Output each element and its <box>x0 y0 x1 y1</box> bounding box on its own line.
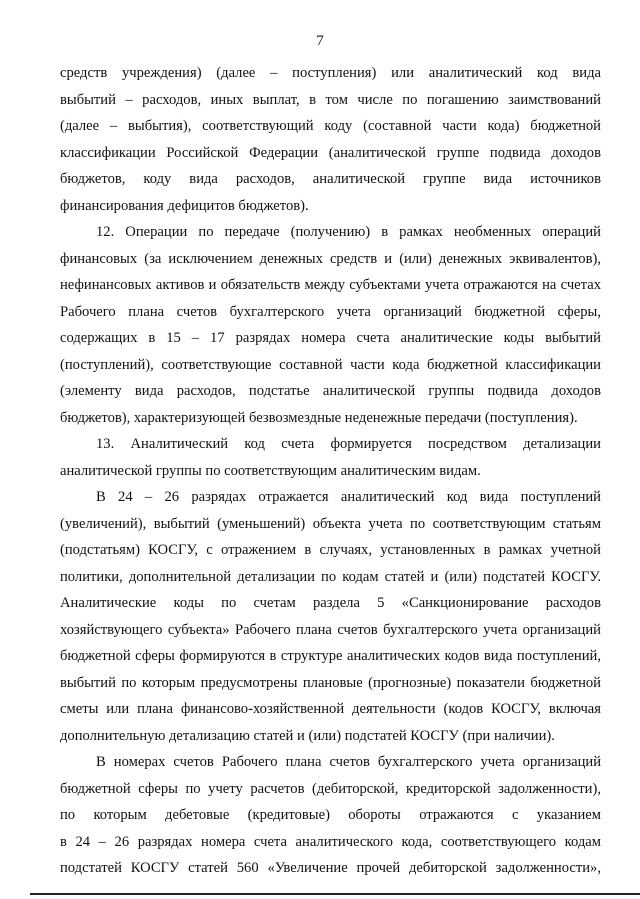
text-line: выбытий по которым предусмотрены плановые (прогнозные) показатели бюджетной <box>60 674 601 691</box>
text-line: 12. Операции по передаче (получению) в рамках необменных операций <box>96 224 601 240</box>
text-line: аналитической группы по соответствующим аналитическим видам. <box>60 462 481 479</box>
body-text <box>60 60 601 882</box>
text-line: бюджетной сферы по учету расчетов (дебиторской, кредиторской задолженности), <box>60 780 601 797</box>
page-number: 7 <box>316 33 324 49</box>
text-line: В 24 – 26 разрядах отражается аналитический код вида поступлений <box>96 489 601 505</box>
text-line: классификации Российской Федерации (аналитической группе подвида доходов <box>60 144 601 161</box>
text-line: Рабочего плана счетов бухгалтерского учета организаций бюджетной сферы, <box>60 303 601 320</box>
text-line: 13. Аналитический код счета формируется посредством детализации <box>96 436 601 452</box>
text-line: (далее – выбытия), соответствующий коду (составной части кода) бюджетной <box>60 118 601 134</box>
text-line: содержащих в 15 – 17 разрядах номера счета аналитические коды выбытий <box>60 330 601 346</box>
text-line: финансирования дефицитов бюджетов). <box>60 197 309 214</box>
text-line: финансовых (за исключением денежных средств и (или) денежных эквивалентов), <box>60 250 601 267</box>
text-line: (поступлений), соответствующие составной части кода бюджетной классификации <box>60 356 601 373</box>
text-line: выбытий – расходов, иных выплат, в том числе по погашению заимствований <box>60 91 601 108</box>
text-line: средств учреждения) (далее – поступления) или аналитический код вида <box>60 65 601 81</box>
text-line: нефинансовых активов и обязательств между субъектами учета отражаются на счетах <box>60 277 601 293</box>
bottom-rule <box>30 893 640 895</box>
text-line: (увеличений), выбытий (уменьшений) объекта учета по соответствующим статьям <box>60 515 601 532</box>
text-line: дополнительную детализацию статей и (или) подстатей КОСГУ (при наличии). <box>60 727 555 744</box>
text-line: бюджетов), характеризующей безвозмездные неденежные передачи (поступления). <box>60 409 578 426</box>
text-line: В номерах счетов Рабочего плана счетов бухгалтерского учета организаций <box>96 754 601 770</box>
text-line: политики, дополнительной детализации по кодам статей и (или) подстатей КОСГУ. <box>60 568 601 585</box>
text-line: (подстатьям) КОСГУ, с отражением в случаях, установленных в рамках учетной <box>60 542 601 558</box>
text-line: бюджетов, коду вида расходов, аналитической группе вида источников <box>60 171 601 187</box>
text-line: сметы или плана финансово-хозяйственной деятельности (кодов КОСГУ, включая <box>60 701 601 717</box>
text-line: (элементу вида расходов, подстатье аналитической группы подвида доходов <box>60 383 601 399</box>
text-line: подстатей КОСГУ статей 560 «Увеличение прочей дебиторской задолженности», <box>60 860 601 876</box>
text-line: бюджетной сферы формируются в структуре аналитических кодов вида поступлений, <box>60 648 601 664</box>
text-line: по которым дебетовые (кредитовые) обороты отражаются с указанием <box>60 807 601 823</box>
text-line: хозяйствующего субъекта» Рабочего плана счетов бухгалтерского учета организаций <box>60 621 601 638</box>
text-line: Аналитические коды по счетам раздела 5 «Санкционирование расходов <box>60 595 601 611</box>
text-line: в 24 – 26 разрядах номера счета аналитического кода, соответствующего кодам <box>60 833 601 850</box>
